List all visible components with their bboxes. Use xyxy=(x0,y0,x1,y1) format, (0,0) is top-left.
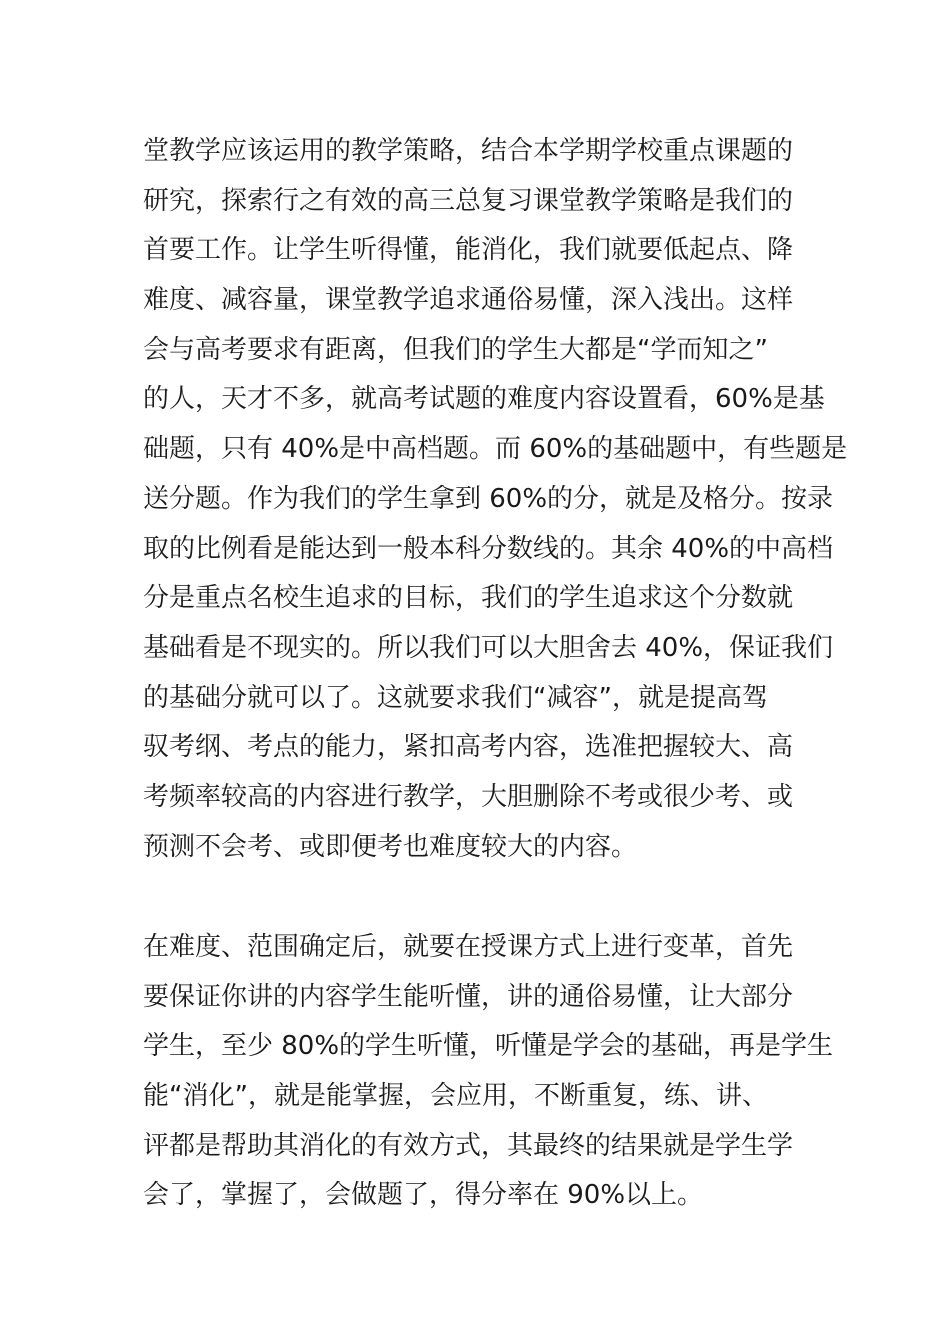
text-line: 会与高考要求有距离，但我们的学生大都是“学而知之” xyxy=(143,334,768,365)
text-line: 的人，天才不多，就高考试题的难度内容设置看，60%是基 xyxy=(143,384,825,415)
text-line: 首要工作。让学生听得懂，能消化，我们就要低起点、降 xyxy=(143,235,794,266)
text-line: 难度、减容量，课堂教学追求通俗易懂，深入浅出。这样 xyxy=(143,285,794,316)
text-line: 研究，探索行之有效的高三总复习课堂教学策略是我们的 xyxy=(143,185,794,216)
paragraph-2 xyxy=(143,923,834,1221)
text-line: 要保证你讲的内容学生能听懂，讲的通俗易懂，让大部分 xyxy=(143,981,794,1012)
text-line: 预测不会考、或即便考也难度较大的内容。 xyxy=(143,831,638,862)
text-line: 堂教学应该运用的教学策略，结合本学期学校重点课题的 xyxy=(143,136,794,166)
text-line: 能“消化”，就是能掌握，会应用，不断重复，练、讲、 xyxy=(143,1081,768,1112)
text-line: 在难度、范围确定后，就要在授课方式上进行变革，首先 xyxy=(143,932,794,962)
text-line: 分是重点名校生追求的目标，我们的学生追求这个分数就 xyxy=(143,583,794,614)
text-line: 送分题。作为我们的学生拿到 60%的分，就是及格分。按录 xyxy=(143,483,834,514)
text-line: 的基础分就可以了。这就要求我们“减容”，就是提高驾 xyxy=(143,682,768,713)
paragraph-1 xyxy=(143,127,848,872)
text-line: 会了，掌握了，会做题了，得分率在 90%以上。 xyxy=(143,1180,704,1211)
text-line: 考频率较高的内容进行教学，大胆删除不考或很少考、或 xyxy=(143,781,794,812)
text-line: 取的比例看是能达到一般本科分数线的。其余 40%的中高档 xyxy=(143,533,834,564)
text-line: 础题，只有 40%是中高档题。而 60%的基础题中，有些题是 xyxy=(143,434,848,465)
text-line: 基础看是不现实的。所以我们可以大胆舍去 40%，保证我们 xyxy=(143,632,834,663)
text-line: 驭考纲、考点的能力，紧扣高考内容，选准把握较大、高 xyxy=(143,732,794,763)
text-line: 学生，至少 80%的学生听懂，听懂是学会的基础，再是学生 xyxy=(143,1031,834,1062)
text-line: 评都是帮助其消化的有效方式，其最终的结果就是学生学 xyxy=(143,1130,794,1161)
